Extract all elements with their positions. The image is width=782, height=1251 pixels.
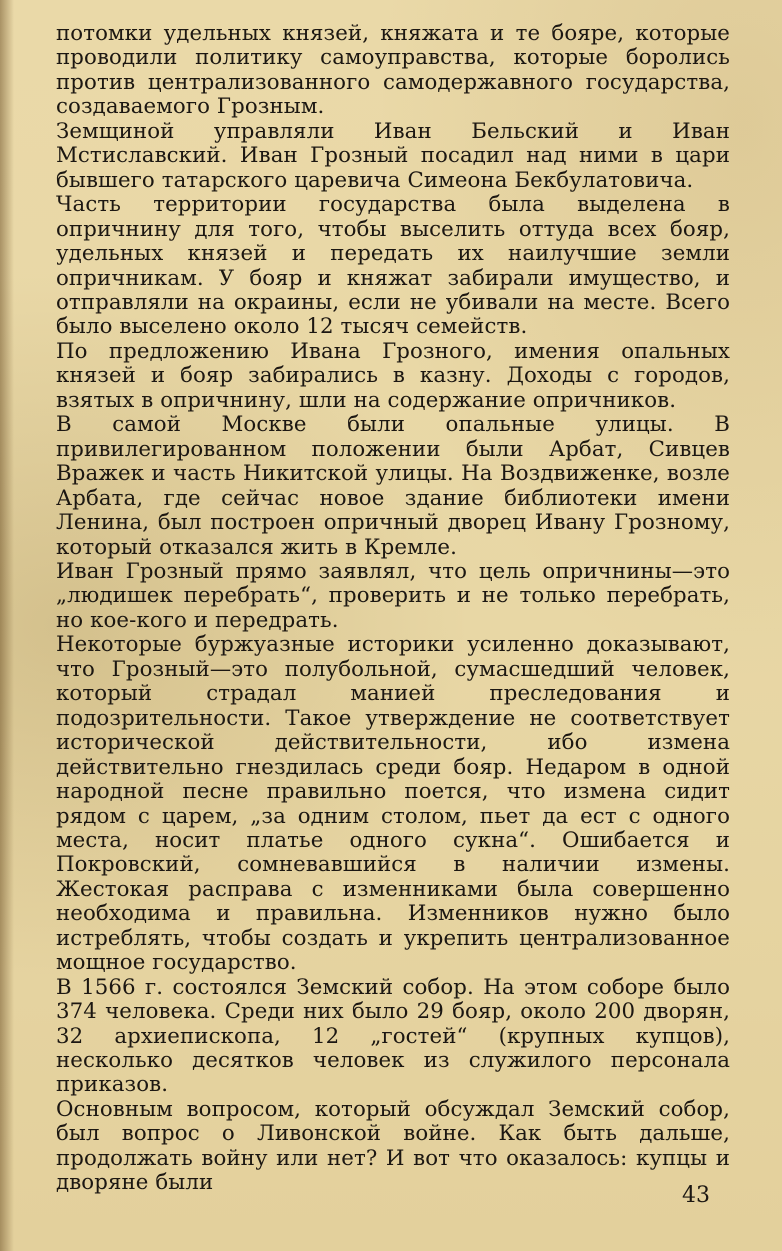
body-text	[56, 22, 730, 1196]
page-number: 43	[682, 1183, 710, 1208]
paragraph: По предложению Ивана Грозного, имения опальных князей и бояр забирались в казну. Доходы с городов, взятых в опричнину, шли на содержание опричников.	[56, 338, 730, 413]
paragraph: В самой Москве были опальные улицы. В привилегированном положении были Арбат, Сивцев Вражек и часть Никитской улицы. На Воздвиженке, возле Арбата, где сейчас новое здание библиотеки имени Ленина, был построен опричный дворец Ивану Грозному, который отказался жить в Кремле.	[56, 412, 730, 560]
paragraph: Иван Грозный прямо заявлял, что цель опричнины—это „людишек перебрать“, проверить и не только перебрать, но кое-кого и передрать.	[56, 558, 730, 633]
page-spine-shadow	[0, 0, 14, 1251]
paragraph: В 1566 г. состоялся Земский собор. На этом соборе было 374 человека. Среди них было 29 бояр, около 200 дворян, 32 архиепископа, 12 „гостей“ (крупных купцов), несколько десятков человек из служилого персонала приказов.	[56, 974, 730, 1098]
paragraph: Некоторые буржуазные историки усиленно доказывают, что Грозный—это полубольной, сумасшедший человек, который страдал манией преследования и подозрительности. Такое утверждение не соответствует исторической действительности, ибо измена действительно гнездилась среди бояр. Недаром в одной народной песне правильно поется, что измена сидит рядом с царем, „за одним столом, пьет да ест с одного места, носит платье одного сукна“. Ошибается и Покровский, сомневавшийся в наличии измены. Жестокая расправа с изменниками была совершенно необходима и правильна. Изменников нужно было истреблять, чтобы создать и укрепить централизованное мощное государство.	[56, 632, 730, 976]
paragraph: потомки удельных князей, княжата и те бояре, которые проводили политику самоуправства, которые боролись против централизованного самодержавного государства, создаваемого Грозным.	[56, 21, 730, 120]
paragraph: Земщиной управляли Иван Бельский и Иван Мстиславский. Иван Грозный посадил над ними в цари бывшего татарского царевича Симеона Бекбулатовича.	[56, 118, 730, 193]
paragraph: Основным вопросом, который обсуждал Земский собор, был вопрос о Ливонской войне. Как быть дальше, продолжать войну или нет? И вот что оказалось: купцы и дворяне были	[56, 1096, 730, 1196]
paragraph: Часть территории государства была выделена в опричнину для того, чтобы выселить оттуда всех бояр, удельных князей и передать их наилучшие земли опричникам. У бояр и княжат забирали имущество, и отправляли на окраины, если не убивали на месте. Всего было выселено около 12 тысяч семейств.	[56, 192, 730, 340]
